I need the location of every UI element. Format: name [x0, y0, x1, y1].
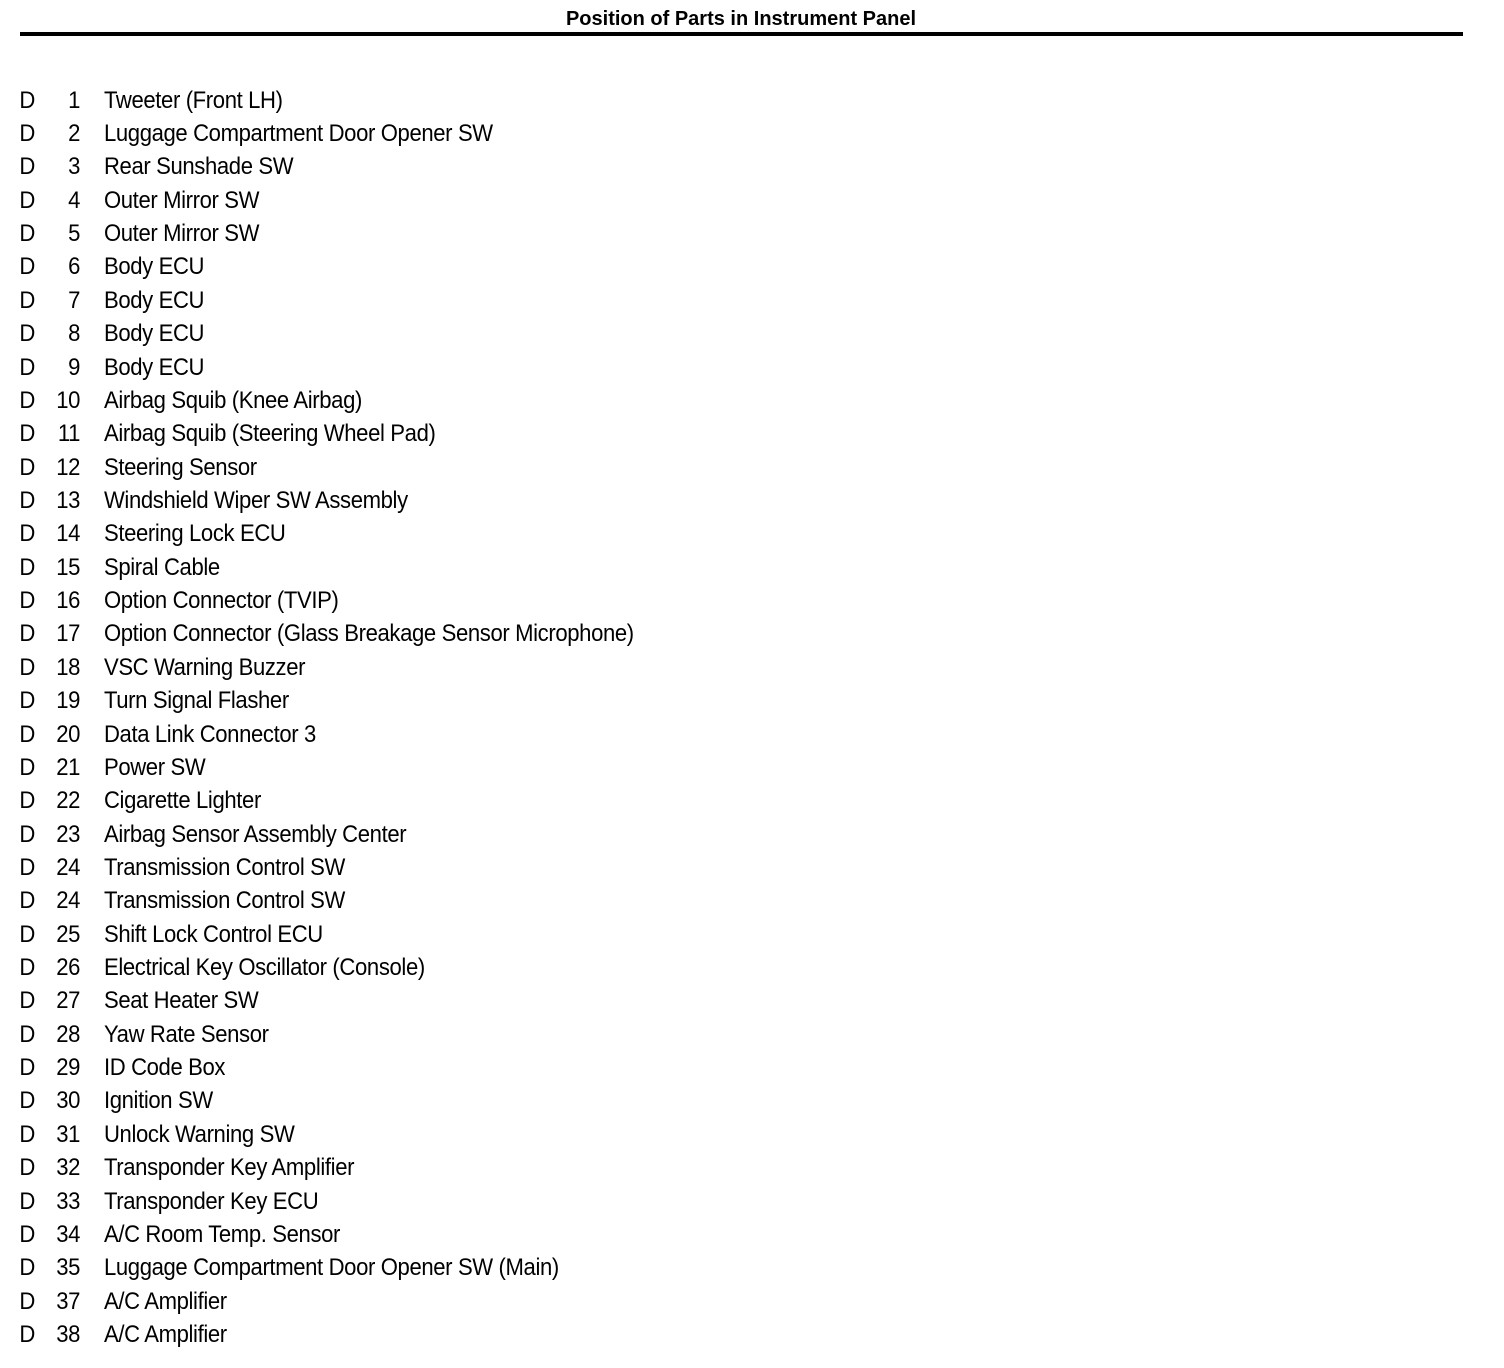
part-name: Option Connector (TVIP) — [103, 587, 339, 615]
part-prefix: D — [19, 1087, 35, 1115]
part-number: 16 — [56, 587, 81, 615]
list-item — [0, 1285, 634, 1318]
part-prefix: D — [19, 987, 35, 1015]
list-item — [0, 451, 634, 484]
part-name: Rear Sunshade SW — [103, 153, 294, 181]
part-prefix: D — [19, 1287, 35, 1315]
list-item — [0, 584, 634, 617]
part-number: 3 — [68, 153, 81, 181]
part-name: Outer Mirror SW — [103, 186, 260, 214]
part-name: Steering Lock ECU — [103, 520, 286, 548]
part-number: 28 — [56, 1020, 81, 1048]
part-name: Body ECU — [103, 353, 205, 381]
list-item — [0, 718, 634, 751]
part-prefix: D — [19, 1220, 35, 1248]
part-name: A/C Amplifier — [103, 1320, 227, 1348]
part-prefix: D — [19, 1187, 35, 1215]
part-number: 12 — [56, 453, 81, 481]
part-prefix: D — [19, 1054, 35, 1082]
part-name: Shift Lock Control ECU — [103, 920, 323, 948]
list-item — [0, 684, 634, 717]
part-name: Seat Heater SW — [103, 987, 259, 1015]
list-item — [0, 418, 634, 451]
list-item — [0, 151, 634, 184]
part-prefix: D — [19, 820, 35, 848]
list-item — [0, 184, 634, 217]
page-title: Position of Parts in Instrument Panel — [565, 8, 917, 30]
part-number: 31 — [56, 1120, 81, 1148]
part-name: Data Link Connector 3 — [103, 720, 316, 748]
list-item — [0, 651, 634, 684]
list-item — [0, 1051, 634, 1084]
part-number: 1 — [68, 86, 81, 114]
part-number: 6 — [68, 253, 81, 281]
part-prefix: D — [19, 853, 35, 881]
part-prefix: D — [19, 954, 35, 982]
part-name: Power SW — [103, 753, 206, 781]
part-prefix: D — [19, 320, 35, 348]
part-prefix: D — [19, 1154, 35, 1182]
part-name: Spiral Cable — [103, 553, 220, 581]
part-prefix: D — [19, 920, 35, 948]
part-prefix: D — [19, 887, 35, 915]
part-name: ID Code Box — [103, 1054, 226, 1082]
part-number: 2 — [68, 120, 81, 148]
part-number: 8 — [68, 320, 81, 348]
part-number: 22 — [56, 787, 81, 815]
list-item — [0, 1152, 634, 1185]
part-number: 27 — [56, 987, 81, 1015]
part-name: Option Connector (Glass Breakage Sensor Microphone) — [103, 620, 634, 648]
list-item — [0, 818, 634, 851]
list-item — [0, 84, 634, 117]
part-number: 17 — [56, 620, 81, 648]
part-prefix: D — [19, 86, 35, 114]
list-item — [0, 1085, 634, 1118]
part-prefix: D — [19, 1320, 35, 1348]
list-item — [0, 1018, 634, 1051]
part-prefix: D — [19, 753, 35, 781]
part-prefix: D — [19, 420, 35, 448]
list-item — [0, 851, 634, 884]
part-number: 9 — [68, 353, 81, 381]
part-number: 24 — [56, 853, 81, 881]
part-number: 32 — [56, 1154, 81, 1182]
part-name: Unlock Warning SW — [103, 1120, 295, 1148]
part-number: 20 — [56, 720, 81, 748]
part-number: 30 — [56, 1087, 81, 1115]
part-prefix: D — [19, 1254, 35, 1282]
part-name: Body ECU — [103, 253, 205, 281]
part-name: Luggage Compartment Door Opener SW (Main) — [103, 1254, 559, 1282]
part-name: Airbag Squib (Steering Wheel Pad) — [103, 420, 436, 448]
part-prefix: D — [19, 120, 35, 148]
list-item — [0, 985, 634, 1018]
part-name: Luggage Compartment Door Opener SW — [103, 120, 493, 148]
part-name: Yaw Rate Sensor — [103, 1020, 269, 1048]
part-prefix: D — [19, 687, 35, 715]
part-name: Ignition SW — [103, 1087, 213, 1115]
list-item — [0, 1252, 634, 1285]
part-prefix: D — [19, 720, 35, 748]
part-number: 4 — [68, 186, 81, 214]
part-number: 13 — [56, 486, 81, 514]
list-item — [0, 751, 634, 784]
list-item — [0, 384, 634, 417]
part-number: 25 — [56, 920, 81, 948]
part-name: Cigarette Lighter — [103, 787, 261, 815]
part-prefix: D — [19, 587, 35, 615]
part-number: 21 — [56, 753, 81, 781]
part-name: Windshield Wiper SW Assembly — [103, 486, 408, 514]
list-item — [0, 618, 634, 651]
part-prefix: D — [19, 486, 35, 514]
part-prefix: D — [19, 353, 35, 381]
list-item — [0, 785, 634, 818]
part-prefix: D — [19, 453, 35, 481]
part-number: 26 — [56, 954, 81, 982]
part-number: 29 — [56, 1054, 81, 1082]
part-name: Body ECU — [103, 320, 205, 348]
part-number: 7 — [68, 286, 81, 314]
part-name: Transmission Control SW — [103, 887, 345, 915]
list-item — [0, 484, 634, 517]
part-number: 11 — [57, 420, 81, 448]
part-prefix: D — [19, 787, 35, 815]
part-prefix: D — [19, 553, 35, 581]
part-name: Steering Sensor — [103, 453, 257, 481]
title-divider — [20, 32, 1463, 36]
list-item — [0, 1318, 634, 1351]
list-item — [0, 518, 634, 551]
part-prefix: D — [19, 153, 35, 181]
part-number: 18 — [56, 653, 81, 681]
part-prefix: D — [19, 286, 35, 314]
part-prefix: D — [19, 1120, 35, 1148]
part-number: 24 — [56, 887, 81, 915]
list-item — [0, 551, 634, 584]
part-name: Outer Mirror SW — [103, 220, 260, 248]
list-item — [0, 318, 634, 351]
part-number: 14 — [56, 520, 81, 548]
list-item — [0, 918, 634, 951]
part-number: 10 — [56, 386, 81, 414]
part-name: Body ECU — [103, 286, 205, 314]
part-prefix: D — [19, 220, 35, 248]
part-number: 23 — [56, 820, 81, 848]
part-number: 38 — [56, 1320, 81, 1348]
part-prefix: D — [19, 520, 35, 548]
part-prefix: D — [19, 253, 35, 281]
part-prefix: D — [19, 186, 35, 214]
list-item — [0, 217, 634, 250]
part-name: Transponder Key ECU — [103, 1187, 319, 1215]
list-item — [0, 284, 634, 317]
list-item — [0, 351, 634, 384]
list-item — [0, 885, 634, 918]
part-prefix: D — [19, 620, 35, 648]
part-prefix: D — [19, 653, 35, 681]
list-item — [0, 251, 634, 284]
part-name: A/C Amplifier — [103, 1287, 227, 1315]
parts-list — [0, 84, 689, 1352]
part-number: 19 — [56, 687, 81, 715]
list-item — [0, 1118, 634, 1151]
part-name: Transmission Control SW — [103, 853, 345, 881]
list-item — [0, 1218, 634, 1251]
part-number: 15 — [56, 553, 81, 581]
part-name: VSC Warning Buzzer — [103, 653, 306, 681]
part-name: A/C Room Temp. Sensor — [103, 1220, 341, 1248]
part-number: 35 — [56, 1254, 81, 1282]
part-name: Transponder Key Amplifier — [103, 1154, 355, 1182]
part-name: Airbag Sensor Assembly Center — [103, 820, 407, 848]
part-name: Airbag Squib (Knee Airbag) — [103, 386, 362, 414]
part-number: 37 — [56, 1287, 81, 1315]
part-number: 34 — [56, 1220, 81, 1248]
part-name: Tweeter (Front LH) — [103, 86, 283, 114]
part-prefix: D — [19, 1020, 35, 1048]
part-number: 5 — [68, 220, 81, 248]
part-name: Electrical Key Oscillator (Console) — [103, 954, 425, 982]
list-item — [0, 1185, 634, 1218]
part-prefix: D — [19, 386, 35, 414]
list-item — [0, 951, 634, 984]
part-name: Turn Signal Flasher — [103, 687, 289, 715]
list-item — [0, 117, 634, 150]
part-number: 33 — [56, 1187, 81, 1215]
